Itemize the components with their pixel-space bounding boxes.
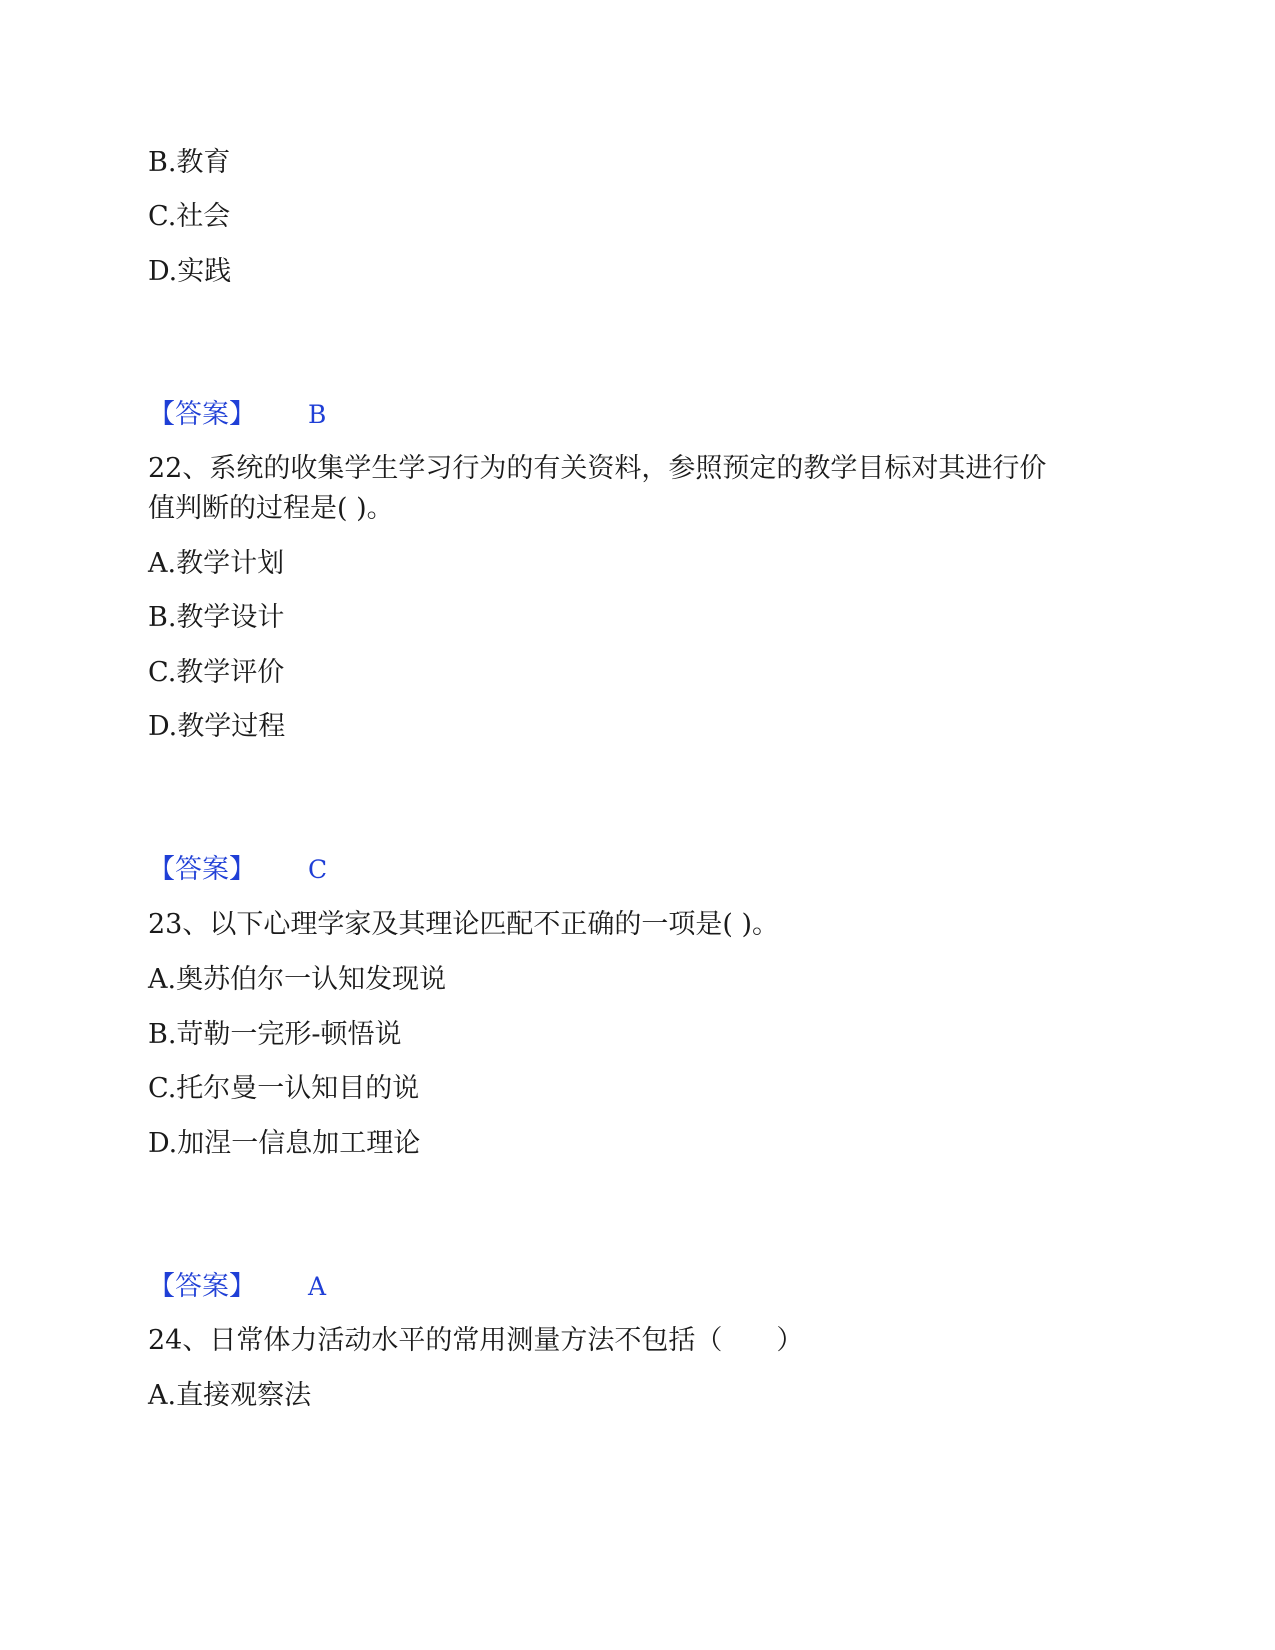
answer-value: A <box>308 1272 327 1301</box>
q21-option-d: D.实践 <box>148 256 232 287</box>
q22-option-a: A.教学计划 <box>148 548 285 579</box>
answer-label: 【答案】 <box>148 1271 256 1302</box>
answer-label: 【答案】 <box>148 854 256 885</box>
q23-option-a: A.奥苏伯尔一认知发现说 <box>148 964 447 995</box>
q22-option-d: D.教学过程 <box>148 711 286 742</box>
q22-answer-row <box>148 853 548 887</box>
q21-answer-row <box>148 398 548 432</box>
q22-question-line2: 值判断的过程是( )。 <box>148 493 394 524</box>
q22-question-line1: 22、系统的收集学生学习行为的有关资料，参照预定的教学目标对其进行价 <box>148 453 1047 484</box>
q22-option-b: B.教学设计 <box>148 602 285 633</box>
q24-question: 24、日常体力活动水平的常用测量方法不包括（ ） <box>148 1325 804 1356</box>
q23-option-c: C.托尔曼一认知目的说 <box>148 1073 420 1104</box>
q22-option-c: C.教学评价 <box>148 657 285 688</box>
q23-option-b: B.苛勒一完形-顿悟说 <box>148 1019 402 1050</box>
q21-option-c: C.社会 <box>148 201 231 232</box>
q24-option-a: A.直接观察法 <box>148 1380 312 1411</box>
answer-value: B <box>308 400 327 429</box>
q23-option-d: D.加涅一信息加工理论 <box>148 1128 421 1159</box>
answer-label: 【答案】 <box>148 399 256 430</box>
q21-option-b: B.教育 <box>148 147 231 178</box>
answer-value: C <box>308 855 328 884</box>
q23-question: 23、以下心理学家及其理论匹配不正确的一项是( )。 <box>148 909 780 940</box>
q23-answer-row <box>148 1270 548 1304</box>
